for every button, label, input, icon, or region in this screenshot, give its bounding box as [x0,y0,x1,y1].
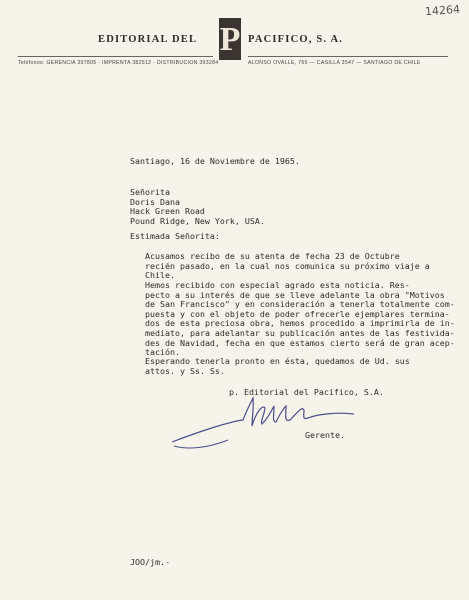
archive-number: 14264 [424,2,461,19]
contact-phones: Teléfonos: GERENCIA 397805 - IMPRENTA 382512 - DISTRIBUCION 393284 [18,60,219,66]
letter-date: Santiago, 16 de Noviembre de 1965. [130,156,300,166]
recipient-block: Señorita Doris Dana Hack Green Road Pound Ridge, New York, USA. [130,187,265,226]
signature [168,392,368,452]
company-name-right: PACIFICO, S. A. [248,34,344,45]
reference-initials: JOO/jm.- [130,557,170,567]
contact-address: ALONSO OVALLE, 766 — CASILLA 3547 — SANTIAGO DE CHILE [248,60,421,66]
paragraph-2: Hemos recibido con especial agrado esta noticia. Res- pecto a su interés de que se lleve adelante la obra "Motivos de San Francisco" y en consideración a tenerla totalmente com- puesta y con el objeto de poder ofrecerle ejemplares termina- dos de esta preciosa obra, hemos procedido a imprimirla de in- mediato, para adelantar su publicación antes de las festivida- des de Navidad, fecha en que estamos cierto será de gran acep- tación. [145,280,455,358]
salutation: Estimada Señorita: [130,231,220,241]
company-logo [219,18,241,60]
letterhead-rule-left [18,56,213,57]
signer-role: Gerente. [305,430,345,440]
closing-line: p. Editorial del Pacifico, S.A. [229,387,384,397]
paragraph-3: Esperando tenerla pronto en ésta, quedamos de Ud. sus attos. y Ss. Ss. [145,356,410,376]
company-name-left: EDITORIAL DEL [98,34,198,45]
logo-letter: P [219,21,241,58]
letterhead-rule-right [248,56,448,57]
paragraph-1: Acusamos recibo de su atenta de fecha 23 de Octubre recién pasado, en la cual nos comunica su próximo viaje a Chile. [145,251,430,281]
